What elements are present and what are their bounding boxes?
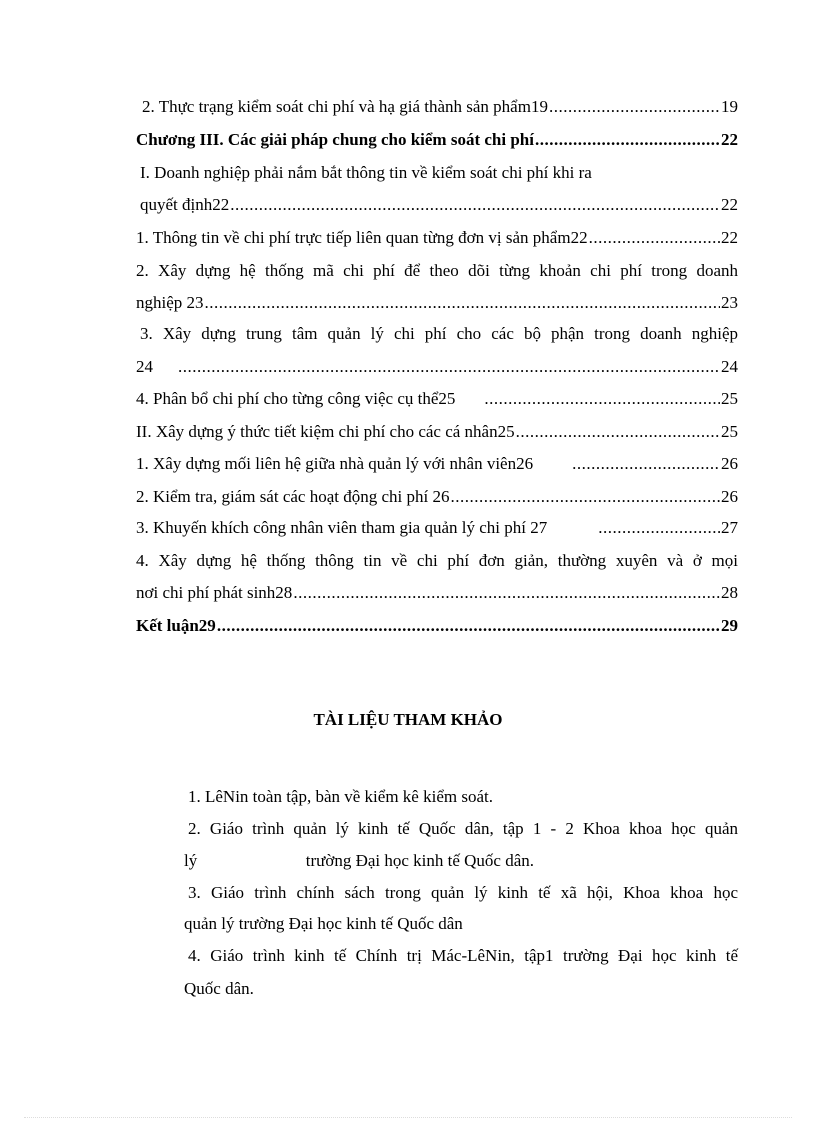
toc-section-entry bbox=[136, 421, 738, 443]
toc-chapter-entry bbox=[136, 129, 738, 151]
toc-leader bbox=[484, 388, 720, 410]
toc-entry bbox=[136, 292, 738, 314]
reference-text: trường Đại học kinh tế Quốc dân. bbox=[305, 851, 535, 870]
toc-entry-text: nơi chi phí phát sinh28 bbox=[136, 583, 293, 602]
toc-leader bbox=[205, 292, 720, 314]
toc-entry-text: 4. Xây dựng hệ thống thông tin về chi phí đơn giản, thường xuyên và ở mọi bbox=[136, 551, 738, 570]
toc-entry bbox=[136, 517, 738, 539]
toc-page-number: 19 bbox=[721, 97, 738, 116]
toc-entry-text: 3. Xây dựng trung tâm quản lý chi phí cho các bộ phận trong doanh nghiệp bbox=[140, 324, 738, 343]
reference-item: 3. Giáo trình chính sách trong quản lý kinh tế xã hội, Khoa khoa học bbox=[188, 883, 738, 902]
reference-text: lý bbox=[184, 851, 198, 870]
toc-page-number: 26 bbox=[721, 454, 738, 473]
toc-entry bbox=[136, 582, 738, 604]
toc-leader bbox=[178, 356, 720, 378]
toc-entry-text: 2. Kiểm tra, giám sát các hoạt động chi phí 26 bbox=[136, 487, 450, 506]
reference-item: 1. LêNin toàn tập, bàn về kiểm kê kiểm soát. bbox=[188, 787, 493, 806]
toc-leader bbox=[598, 517, 720, 539]
toc-entry-text: I. Doanh nghiệp phải nắm bắt thông tin về kiểm soát chi phí khi ra bbox=[140, 163, 592, 182]
toc-page-number: 27 bbox=[721, 518, 738, 537]
toc-leader bbox=[217, 615, 720, 637]
reference-item: 2. Giáo trình quản lý kinh tế Quốc dân, tập 1 - 2 Khoa khoa học quản bbox=[188, 819, 738, 838]
toc-entry bbox=[136, 388, 738, 410]
toc-page-number: 25 bbox=[721, 422, 738, 441]
toc-leader bbox=[516, 421, 720, 443]
toc-entry-text: 24 bbox=[136, 357, 153, 376]
toc-entry-text: nghiệp 23 bbox=[136, 293, 204, 312]
toc-entry-text: II. Xây dựng ý thức tiết kiệm chi phí cho các cá nhân25 bbox=[136, 422, 515, 441]
toc-entry-text: 1. Xây dựng mối liên hệ giữa nhà quản lý với nhân viên26 bbox=[136, 454, 534, 473]
toc-entry bbox=[136, 227, 738, 249]
page-bottom-border bbox=[24, 1117, 792, 1118]
toc-entry-text: quyết định22 bbox=[140, 195, 230, 214]
reference-item-continuation: quản lý trường Đại học kinh tế Quốc dân bbox=[184, 914, 463, 933]
toc-entry-text: 1. Thông tin về chi phí trực tiếp liên quan từng đơn vị sản phẩm22 bbox=[136, 228, 588, 247]
reference-item: 4. Giáo trình kinh tế Chính trị Mác-LêNin, tập1 trường Đại học kinh tế bbox=[188, 946, 738, 965]
toc-entry bbox=[136, 453, 738, 475]
references-heading: TÀI LIỆU THAM KHẢO bbox=[313, 710, 503, 729]
toc-entry-text: 2. Thực trạng kiểm soát chi phí và hạ giá thành sản phẩm19 bbox=[142, 97, 548, 116]
toc-leader bbox=[450, 486, 720, 508]
toc-page-number: 22 bbox=[721, 130, 738, 149]
toc-page-number: 22 bbox=[721, 195, 738, 214]
toc-entry bbox=[140, 194, 738, 216]
toc-leader bbox=[293, 582, 720, 604]
toc-leader bbox=[549, 96, 720, 118]
reference-item-continuation bbox=[184, 850, 738, 872]
toc-page-number: 22 bbox=[721, 228, 738, 247]
toc-entry-text: 4. Phân bổ chi phí cho từng công việc cụ thể25 bbox=[136, 389, 456, 408]
toc-page-number: 25 bbox=[721, 389, 738, 408]
toc-entry bbox=[136, 486, 738, 508]
toc-page-number: 29 bbox=[721, 616, 738, 635]
toc-leader bbox=[535, 129, 720, 151]
toc-conclusion-entry bbox=[136, 615, 738, 637]
toc-entry-text: Kết luận29 bbox=[136, 616, 216, 635]
toc-leader bbox=[572, 453, 720, 475]
toc-leader bbox=[230, 194, 720, 216]
toc-page-number: 28 bbox=[721, 583, 738, 602]
toc-entry bbox=[136, 356, 738, 378]
toc-leader bbox=[589, 227, 720, 249]
toc-entry-text: Chương III. Các giải pháp chung cho kiểm soát chi phí bbox=[136, 130, 534, 149]
toc-entry-text: 3. Khuyến khích công nhân viên tham gia quản lý chi phí 27 bbox=[136, 518, 548, 537]
toc-page-number: 24 bbox=[721, 357, 738, 376]
toc-page-number: 23 bbox=[721, 293, 738, 312]
toc-entry-text: 2. Xây dựng hệ thống mã chi phí để theo dõi từng khoản chi phí trong doanh bbox=[136, 261, 738, 280]
toc-page-number: 26 bbox=[721, 487, 738, 506]
toc-entry bbox=[142, 96, 738, 118]
reference-item-continuation: Quốc dân. bbox=[184, 979, 254, 998]
